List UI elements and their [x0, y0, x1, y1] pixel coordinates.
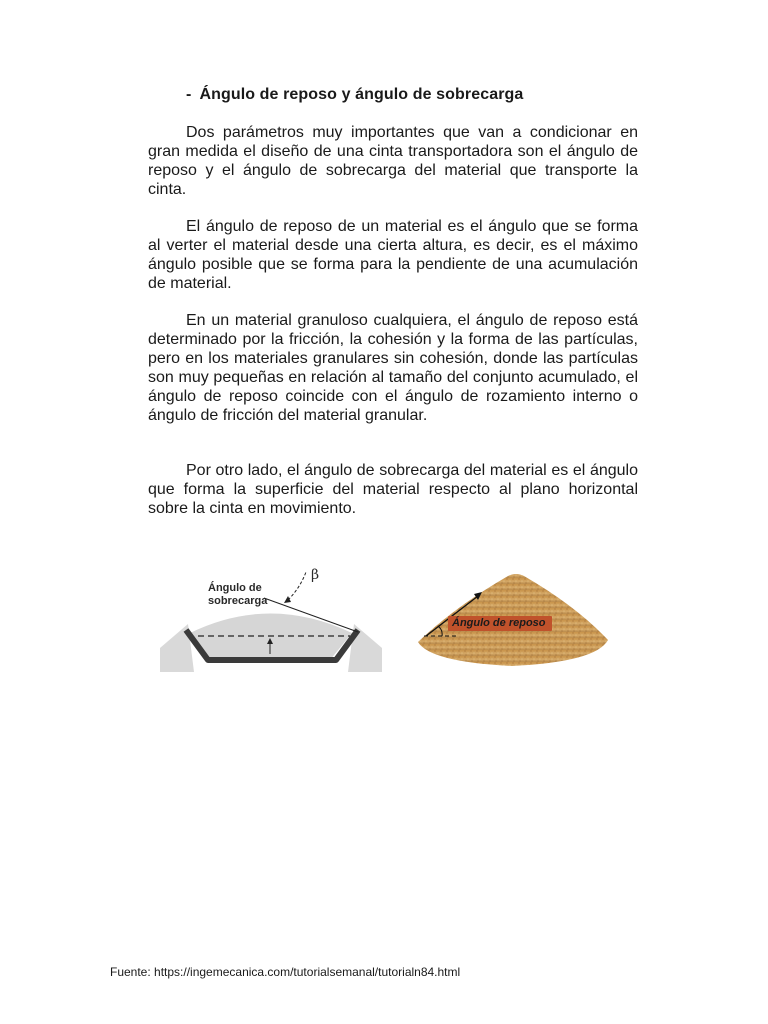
paragraph-2-text: El ángulo de reposo de un material es el ángulo que se forma al verter el material desde una cierta altura, es decir, es el máximo ángulo posible que se forma para la pendiente de una acumulación de material.: [148, 218, 638, 292]
beta-symbol: β: [311, 567, 320, 583]
paragraph-1-text: Dos parámetros muy importantes que van a condicionar en gran medida el diseño de una cinta transportadora son el ángulo de reposo y el ángulo de sobrecarga del material que transporte la cinta.: [148, 124, 638, 198]
surcharge-label-line1: Ángulo de: [208, 582, 262, 594]
beta-arc: [288, 572, 306, 600]
surcharge-label-line2: sobrecarga: [208, 595, 268, 607]
surcharge-label: [208, 582, 267, 608]
paragraph-1: [148, 123, 638, 199]
paragraph-4: [148, 461, 638, 518]
surcharge-angle-figure: [160, 560, 382, 674]
paragraph-3: [148, 311, 638, 425]
paragraph-2: [148, 217, 638, 293]
heading-dash: -: [186, 86, 192, 103]
material-mound: [190, 614, 352, 661]
surcharge-angle-diagram: [160, 560, 382, 674]
right-idler-shape: [348, 624, 382, 672]
source-citation: Fuente: https://ingemecanica.com/tutorialsemanal/tutorialn84.html: [110, 965, 461, 979]
paragraph-4-text: Por otro lado, el ángulo de sobrecarga del material es el ángulo que forma la superficie del material respecto al plano horizontal sobre la cinta en movimiento.: [148, 462, 638, 517]
paragraph-3-text: En un material granuloso cualquiera, el ángulo de reposo está determinado por la fricción, la cohesión y la forma de las partículas, pero en los materiales granulares sin cohesión, donde las partículas son muy pequeñas en relación al tamaño del conjunto acumulado, el ángulo de reposo coincide con el ángulo de rozamiento interno o ángulo de fricción del material granular.: [148, 312, 638, 424]
repose-angle-figure: [416, 560, 610, 674]
heading-text: Ángulo de reposo y ángulo de sobrecarga: [199, 86, 524, 103]
section-heading: [186, 86, 523, 104]
repose-label: Ángulo de reposo: [448, 616, 552, 631]
beta-arrow-head: [284, 596, 291, 603]
